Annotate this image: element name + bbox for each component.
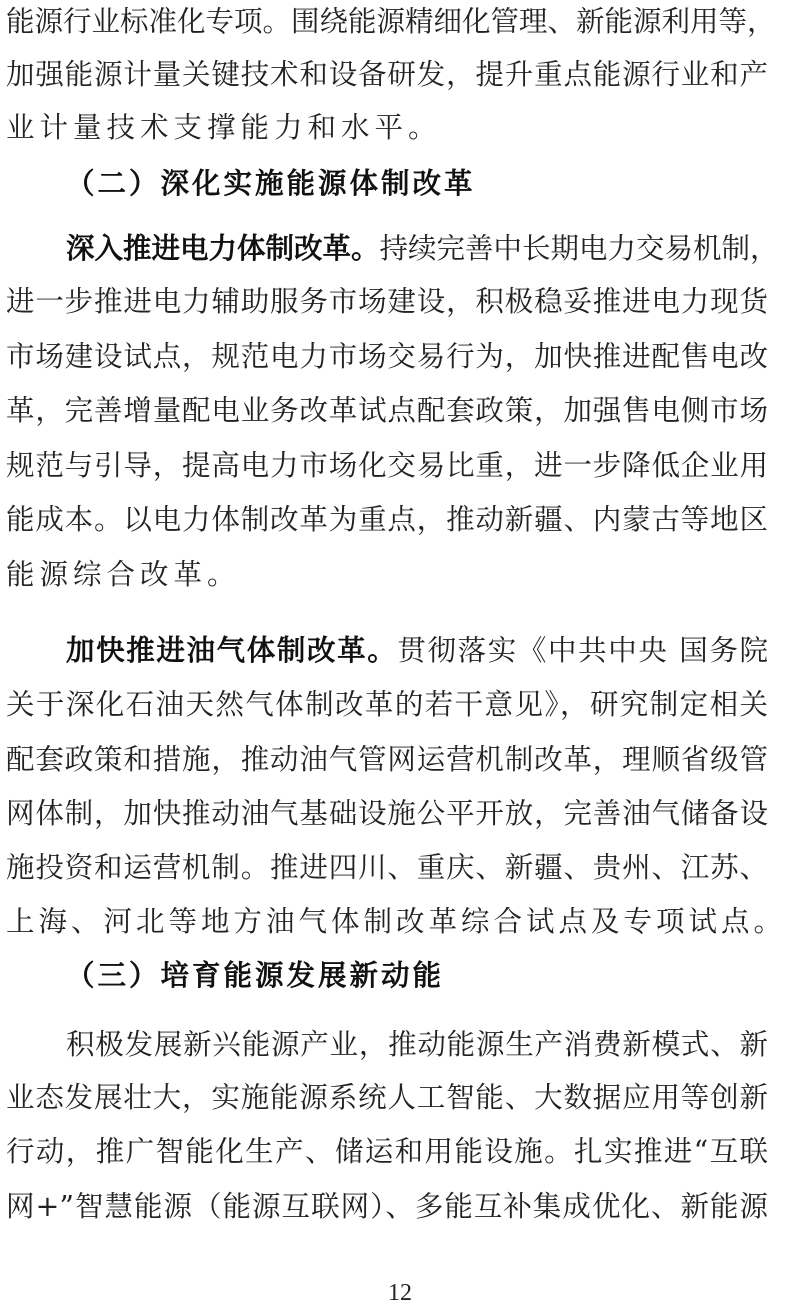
page-number: 12 xyxy=(388,1280,412,1306)
section-heading: （三）培育能源发展新动能 xyxy=(66,958,445,992)
text-line: 行动，推广智能化生产、储运和用能设施。扎实推进“互联 xyxy=(6,1135,768,1168)
text-line: 能源行业标准化专项。围绕能源精细化管理、新能源利用等， xyxy=(6,5,776,38)
section-heading: （二）深化实施能源体制改革 xyxy=(66,166,476,200)
text-line: 配套政策和措施，推动油气管网运营机制改革，理顺省级管 xyxy=(6,743,768,776)
text-line: 关于深化石油天然气体制改革的若干意见》，研究制定相关 xyxy=(6,688,768,721)
paragraph-lead: 深入推进电力体制改革。 xyxy=(66,231,380,265)
text-line: 施投资和运营机制。推进四川、重庆、新疆、贵州、江苏、 xyxy=(6,851,768,884)
text-line: 加强能源计量关键技术和设备研发，提升重点能源行业和产 xyxy=(6,58,768,91)
text-line: 深入推进电力体制改革。持续完善中长期电力交易机制， xyxy=(66,231,779,265)
text-line: 网体制，加快推动油气基础设施公平开放，完善油气储备设 xyxy=(6,797,768,830)
text-line: 积极发展新兴能源产业，推动能源生产消费新模式、新 xyxy=(66,1028,768,1061)
text-line: 革，完善增量配电业务改革试点配套政策，加强售电侧市场 xyxy=(6,394,768,427)
text-line: 上海、河北等地方油气体制改革综合试点及专项试点。 xyxy=(6,905,787,938)
text-line: 业态发展壮大，实施能源系统人工智能、大数据应用等创新 xyxy=(6,1081,768,1114)
text-line: 进一步推进电力辅助服务市场建设，积极稳妥推进电力现货 xyxy=(6,285,768,318)
text-line: 市场建设试点，规范电力市场交易行为，加快推进配售电改 xyxy=(6,340,768,373)
text-line: 能源综合改革。 xyxy=(6,558,241,591)
paragraph-lead: 加快推进油气体制改革。 xyxy=(66,633,398,667)
text-line: 能成本。以电力体制改革为重点，推动新疆、内蒙古等地区 xyxy=(6,503,768,536)
text-line: 加快推进油气体制改革。贯彻落实《中共中央 国务院 xyxy=(66,633,768,667)
text-line: 业计量技术支撑能力和水平。 xyxy=(6,111,442,144)
text-line: 规范与引导，提高电力市场化交易比重，进一步降低企业用 xyxy=(6,449,768,482)
text-line: 网+”智慧能源（能源互联网）、多能互补集成优化、新能源 xyxy=(6,1190,768,1223)
